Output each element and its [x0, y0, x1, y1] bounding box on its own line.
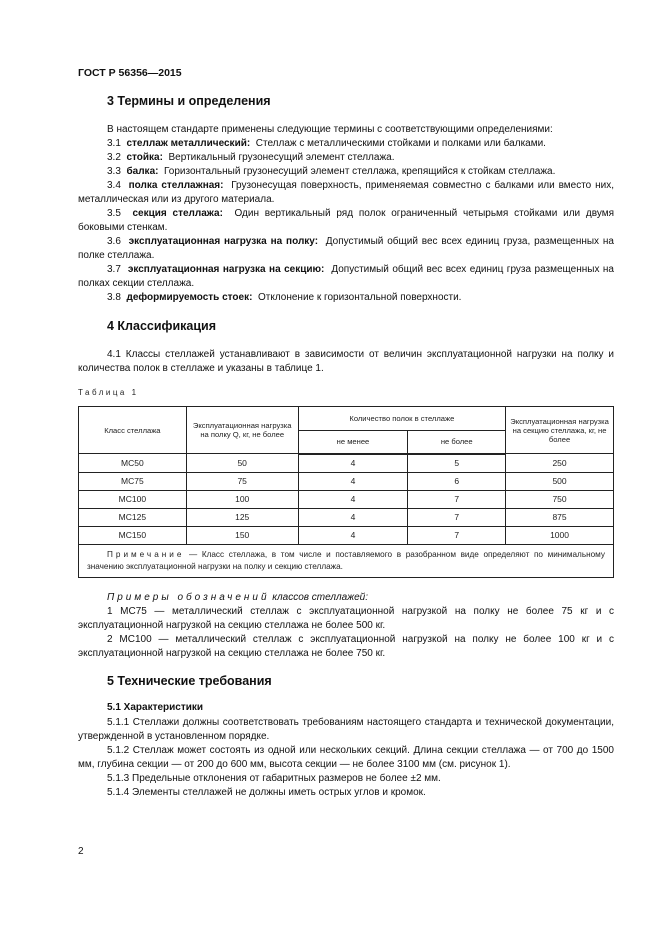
cell: 7 [408, 508, 506, 526]
table-note [79, 544, 614, 577]
cell: 500 [506, 472, 614, 490]
cell: 125 [186, 508, 298, 526]
cell: МС150 [79, 526, 187, 544]
term-definition: Допустимый общий вес всех единиц груза размещенных на полках секции стеллажа. [78, 264, 614, 289]
item-5-1-4: 5.1.4 Элементы стеллажей не должны иметь острых углов и кромок. [107, 787, 426, 798]
term-definition: Грузонесущая поверхность, применяемая совместно с балками или вместо них, металлическая или из другого материала. [78, 180, 614, 205]
examples-heading-spaced: Примеры обозначений [107, 592, 270, 603]
table-caption: Таблица 1 [78, 388, 139, 397]
cell: 4 [298, 454, 408, 473]
cell: 750 [506, 490, 614, 508]
term-3-5 [78, 207, 614, 235]
cell: 4 [298, 472, 408, 490]
table-row [79, 490, 614, 508]
term-name: стеллаж металлический: [126, 138, 251, 149]
document-header: ГОСТ Р 56356—2015 [78, 67, 182, 79]
term-number: 3.2 [107, 152, 121, 163]
section-3-body [78, 123, 614, 305]
term-3-6 [78, 235, 614, 263]
term-3-2 [78, 151, 614, 165]
cell: 4 [298, 490, 408, 508]
term-name: эксплуатационная нагрузка на секцию: [127, 264, 325, 275]
col-header-min: не менее [298, 431, 408, 454]
section-4-heading: 4 Классификация [107, 319, 217, 333]
cell: 4 [298, 526, 408, 544]
examples-block [78, 591, 614, 661]
table-note-row [79, 544, 614, 577]
term-name: полка стеллажная: [128, 180, 224, 191]
cell: 875 [506, 508, 614, 526]
item-5-1-3: 5.1.3 Предельные отклонения от габаритных размеров не более ±2 мм. [107, 773, 441, 784]
term-definition: Вертикальный грузонесущий элемент стеллажа. [168, 152, 395, 163]
col-header-shelf-load: Эксплуатационная нагрузка на полку Q, кг, не более [186, 407, 298, 454]
cell: МС75 [79, 472, 187, 490]
cell: 150 [186, 526, 298, 544]
examples-heading-rest: классов стеллажей: [269, 592, 368, 603]
section-3-heading: 3 Термины и определения [107, 94, 271, 108]
cell: 1000 [506, 526, 614, 544]
term-number: 3.4 [107, 180, 121, 191]
term-number: 3.6 [107, 236, 121, 247]
example-2: 2 МС100 — металлический стеллаж с эксплуатационной нагрузкой на полку не более 100 кг и с эксплуатационной нагрузкой на секцию стеллажа не более 750 кг. [78, 634, 614, 659]
item-5-1-2: 5.1.2 Стеллаж может состоять из одной или нескольких секций. Длина секции стеллажа — от 700 до 1500 мм, глубина секции — от 200 до 600 мм, высота секции — не более 3100 мм (см. рисунок 1). [78, 745, 614, 770]
cell: 250 [506, 454, 614, 473]
item-5-1-1: 5.1.1 Стеллажи должны соответствовать требованиям настоящего стандарта и технической документации, утвержденной в установленном порядке. [78, 717, 614, 742]
col-header-class: Класс стеллажа [79, 407, 187, 454]
term-definition: Горизонтальный грузонесущий элемент стеллажа, крепящийся к стойкам стеллажа. [164, 166, 556, 177]
section-5-heading: 5 Технические требования [107, 674, 272, 688]
cell: 7 [408, 526, 506, 544]
term-definition: Стеллаж с металлическими стойками и полками или балками. [255, 138, 546, 149]
term-name: секция стеллажа: [132, 208, 223, 219]
term-definition: Один вертикальный ряд полок ограниченный четырьмя стойками или двумя боковыми стенкам. [78, 208, 615, 233]
term-number: 3.3 [107, 166, 121, 177]
term-3-4 [78, 179, 614, 207]
term-number: 3.1 [107, 138, 121, 149]
paragraph-4-1: 4.1 Классы стеллажей устанавливают в зависимости от величин эксплуатационной нагрузки на полку и количества полок в стеллаже и указаны в таблице 1. [78, 349, 614, 374]
page-number: 2 [78, 846, 84, 857]
term-name: эксплуатационная нагрузка на полку: [128, 236, 319, 247]
table-row [79, 508, 614, 526]
cell: 50 [186, 454, 298, 473]
section-5-body [78, 716, 614, 800]
table-row [79, 526, 614, 544]
cell: 75 [186, 472, 298, 490]
cell: 4 [298, 508, 408, 526]
cell: МС125 [79, 508, 187, 526]
note-text: — Класс стеллажа, в том числе и поставляемого в разобранном виде определяют по минимальному значению эксплуатационной нагрузки на полку и секцию стеллажа. [87, 549, 605, 571]
term-definition: Отклонение к горизонтальной поверхности. [257, 292, 462, 303]
cell: 100 [186, 490, 298, 508]
cell: МС50 [79, 454, 187, 473]
term-3-8 [78, 291, 614, 305]
cell: 7 [408, 490, 506, 508]
cell: МС100 [79, 490, 187, 508]
col-header-max: не более [408, 431, 506, 454]
cell: 5 [408, 454, 506, 473]
table-1 [78, 406, 614, 578]
section-3-intro: В настоящем стандарте применены следующие термины с соответствующими определениями: [107, 124, 553, 135]
term-3-7 [78, 263, 614, 291]
cell: 6 [408, 472, 506, 490]
col-header-shelves: Количество полок в стеллаже [298, 407, 505, 431]
col-header-section-load: Эксплуатационная нагрузка на секцию стеллажа, кг, не более [506, 407, 614, 454]
table-row [79, 472, 614, 490]
table-row [79, 454, 614, 473]
term-name: деформируемость стоек: [126, 292, 253, 303]
term-number: 3.7 [107, 264, 121, 275]
note-label: Примечание [107, 549, 185, 559]
term-name: балка: [126, 166, 159, 177]
example-1: 1 МС75 — металлический стеллаж с эксплуатационной нагрузкой на полку не более 75 кг и с эксплуатационной нагрузкой на секцию стеллажа не более 500 кг. [78, 606, 614, 631]
term-3-1 [78, 137, 614, 151]
term-number: 3.8 [107, 292, 121, 303]
term-3-3 [78, 165, 614, 179]
term-name: стойка: [126, 152, 163, 163]
examples-heading [78, 591, 614, 605]
term-definition: Допустимый общий вес всех единиц груза, размещенных на полке стеллажа. [78, 236, 614, 261]
subsection-5-1-heading: 5.1 Характеристики [107, 702, 204, 713]
term-number: 3.5 [107, 208, 121, 219]
